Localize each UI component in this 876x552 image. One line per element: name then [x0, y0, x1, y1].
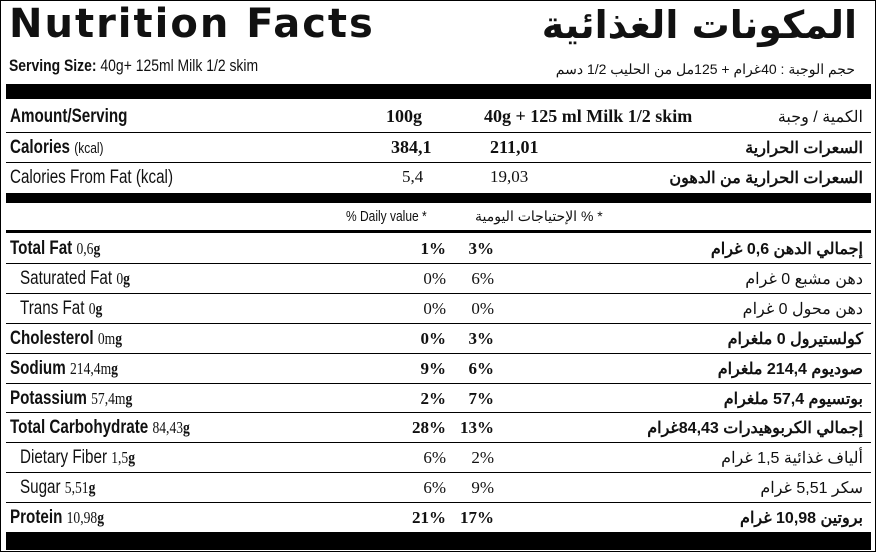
nutrient-arabic: كولستيرول 0 ملغرام	[727, 330, 863, 348]
nutrient-dv-100g: 28%	[412, 418, 446, 438]
column-serving: 40g + 125 ml Milk 1/2 skim	[484, 106, 693, 126]
amount-serving-arabic: الكمية / وجبة	[777, 109, 863, 126]
nutrient-unit: g	[125, 388, 133, 408]
daily-value-arabic: * % الإحتياجات اليومية	[475, 208, 603, 224]
calories-fat-label: Calories From Fat (kcal)	[10, 167, 173, 188]
nutrient-dv-100g: 0%	[423, 298, 446, 318]
nutrient-dv-100g: 21%	[412, 508, 446, 528]
daily-value-header	[6, 204, 871, 230]
nutrient-amount: 10,98	[66, 508, 98, 528]
nutrient-label	[10, 358, 145, 380]
nutrient-arabic: إجمالي الدهن 0,6 غرام	[710, 241, 863, 258]
nutrient-row-sodium	[6, 353, 871, 383]
nutrient-amount: 214,4m	[69, 358, 112, 378]
thick-divider-middle	[6, 193, 871, 203]
calories-name: Calories	[10, 137, 70, 158]
nutrient-amount: 57,4m	[91, 388, 126, 408]
calories-fat-serving: 19,03	[490, 167, 529, 186]
nutrient-dv-100g: 9%	[420, 358, 446, 378]
calories-fat-100g: 5,4	[402, 167, 424, 186]
title-english: Nutrition Facts	[9, 1, 375, 47]
nutrient-row-sugar	[6, 472, 871, 502]
nutrient-unit: g	[123, 268, 130, 288]
nutrient-dv-100g: 6%	[423, 448, 446, 468]
nutrient-name: Cholesterol	[10, 327, 94, 349]
nutrient-arabic: دهن مشبع 0 غرام	[745, 270, 863, 288]
amount-serving-row	[6, 101, 871, 131]
nutrient-row-protein	[6, 502, 871, 532]
nutrient-unit: g	[88, 478, 96, 498]
column-100g: 100g	[386, 106, 422, 126]
nutrient-row-dietary-fiber	[6, 442, 871, 472]
serving-size-english	[9, 56, 258, 76]
calories-arabic: السعرات الحرارية	[745, 140, 863, 157]
nutrient-dv-100g: 6%	[423, 478, 446, 498]
nutrient-unit: g	[111, 358, 118, 378]
nutrient-unit: g	[93, 239, 101, 258]
nutrient-row-saturated-fat	[6, 263, 871, 293]
nutrient-amount: 1,5	[111, 448, 129, 468]
nutrient-amount: 5,51	[64, 478, 89, 498]
nutrient-unit: g	[128, 448, 136, 468]
nutrient-label	[10, 328, 150, 350]
nutrient-amount: 0,6	[76, 239, 94, 258]
nutrient-label	[20, 447, 164, 469]
nutrient-arabic: بروتين 10,98 غرام	[740, 510, 863, 528]
nutrient-name: Sugar	[20, 477, 61, 499]
calories-100g: 384,1	[391, 137, 432, 157]
nutrient-name: Saturated Fat	[20, 267, 113, 289]
nutrient-arabic: صوديوم 214,4 ملغرام	[717, 360, 863, 378]
calories-serving: 211,01	[490, 137, 539, 157]
nutrient-unit: g	[97, 508, 104, 528]
serving-size-arabic: حجم الوجبة : 40غرام + 125مل من الحليب 1/2 دسم	[555, 61, 855, 77]
nutrient-row-total-carbohydrate	[6, 412, 871, 442]
nutrient-amount: 0m	[97, 328, 116, 348]
nutrient-name: Trans Fat	[20, 297, 85, 319]
nutrient-name: Sodium	[10, 357, 66, 379]
calories-fat-arabic: السعرات الحرارية من الدهون	[669, 170, 863, 187]
nutrient-dv-serving: 7%	[468, 388, 494, 408]
nutrient-dv-100g: 0%	[420, 328, 446, 348]
nutrient-label	[20, 298, 123, 320]
nutrient-label	[10, 238, 123, 260]
nutrient-label	[10, 388, 163, 410]
nutrient-name: Protein	[10, 507, 63, 529]
calories-fat-row	[6, 162, 871, 192]
title-arabic: المكونات الغذائية	[541, 3, 857, 47]
nutrient-dv-100g: 1%	[420, 239, 446, 258]
nutrient-label	[20, 477, 114, 499]
nutrient-dv-serving: 6%	[471, 268, 494, 288]
nutrient-dv-serving: 9%	[471, 478, 494, 498]
nutrient-row-trans-fat	[6, 293, 871, 323]
nutrient-name: Potassium	[10, 387, 87, 409]
nutrient-unit: g	[115, 328, 123, 348]
nutrient-arabic: إجمالي الكربوهيدرات 84,43غرام	[647, 420, 863, 438]
nutrient-arabic: سكر 5,51 غرام	[760, 480, 863, 498]
nutrient-dv-100g: 2%	[420, 388, 446, 408]
thick-divider-top	[6, 84, 871, 99]
daily-value-english: % Daily value *	[346, 208, 427, 225]
thick-divider-bottom	[6, 532, 871, 550]
calories-unit: (kcal)	[74, 140, 104, 157]
amount-serving-label: Amount/Serving	[10, 106, 128, 127]
nutrient-dv-serving: 13%	[460, 418, 494, 438]
serving-size-value: 40g+ 125ml Milk 1/2 skim	[100, 56, 259, 75]
nutrient-arabic: ألياف غذائية 1,5 غرام	[721, 450, 863, 468]
calories-label	[10, 137, 127, 159]
nutrient-name: Total Fat	[10, 238, 73, 259]
nutrient-name: Total Carbohydrate	[10, 417, 149, 439]
nutrient-label	[10, 507, 127, 529]
nutrient-dv-serving: 3%	[468, 239, 494, 258]
nutrient-amount: 0	[116, 268, 124, 288]
nutrient-row-total-fat	[6, 233, 871, 263]
serving-size-label: Serving Size:	[9, 56, 97, 75]
nutrient-label	[10, 417, 235, 439]
nutrient-name: Dietary Fiber	[20, 447, 107, 469]
nutrient-row-cholesterol	[6, 323, 871, 353]
nutrient-row-potassium	[6, 383, 871, 413]
nutrient-unit: g	[95, 298, 103, 318]
nutrient-unit: g	[183, 418, 190, 438]
nutrient-dv-serving: 0%	[471, 298, 494, 318]
nutrient-dv-serving: 2%	[471, 448, 494, 468]
nutrient-arabic: دهن محول 0 غرام	[742, 300, 863, 318]
nutrient-amount: 0	[88, 298, 96, 318]
nutrient-arabic: بوتسيوم 57,4 ملغرام	[723, 390, 863, 408]
nutrient-label	[20, 268, 157, 290]
nutrient-amount: 84,43	[152, 418, 184, 438]
nutrient-dv-serving: 3%	[468, 328, 494, 348]
nutrient-dv-serving: 17%	[460, 508, 494, 528]
nutrient-dv-100g: 0%	[423, 268, 446, 288]
calories-row	[6, 132, 871, 162]
nutrient-dv-serving: 6%	[468, 358, 494, 378]
